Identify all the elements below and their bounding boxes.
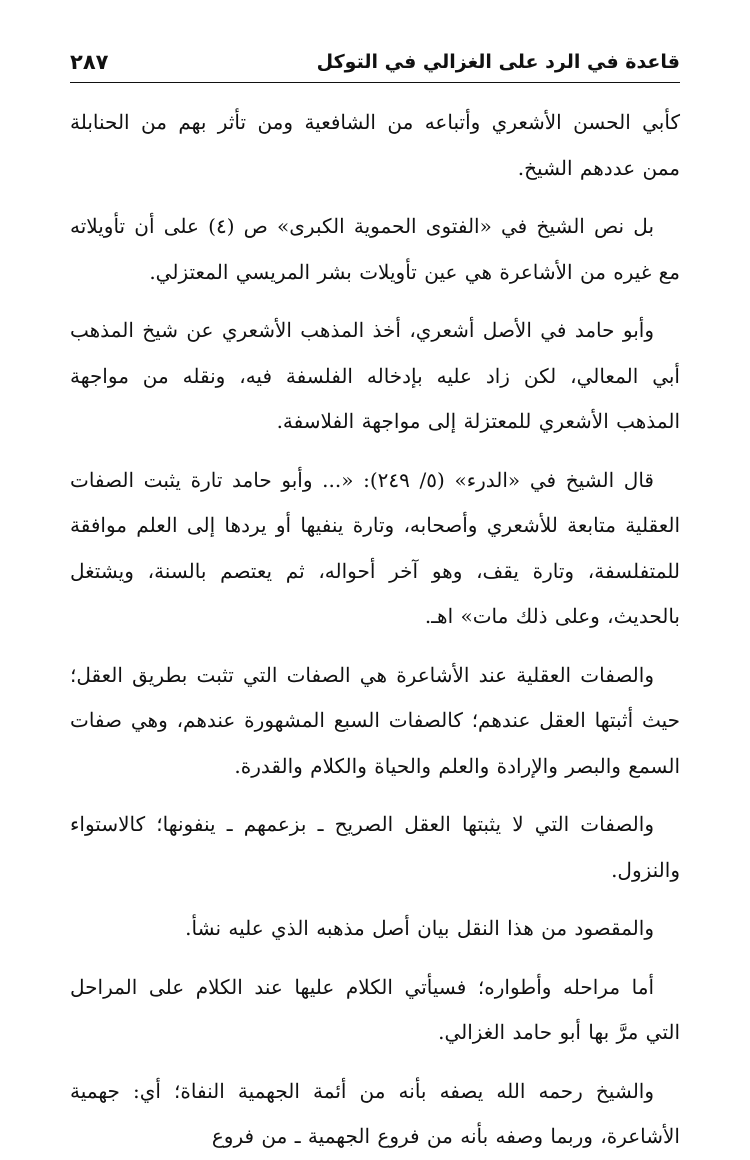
running-title: قاعدة في الرد على الغزالي في التوكل [316, 51, 680, 73]
paragraph: والمقصود من هذا النقل بيان أصل مذهبه الذي عليه نشأ. [185, 916, 654, 940]
paragraph: والشيخ رحمه الله يصفه بأنه من أئمة الجهمية النفاة؛ أي: جهمية الأشاعرة، وربما وصفه بأنه من فروع الجهمية ـ من فروع [70, 1078, 680, 1148]
body-text [70, 100, 680, 1160]
paragraph: والصفات التي لا يثبتها العقل الصريح ـ بزعمهم ـ ينفونها؛ كالاستواء والنزول. [70, 812, 680, 882]
page-number: ٢٨٧ [70, 50, 109, 74]
paragraph: والصفات العقلية عند الأشاعرة هي الصفات التي تثبت بطريق العقل؛ حيث أثبتها العقل عندهم؛ كالصفات السبع المشهورة عندهم، وهي صفات السمع والبصر والإرادة والعلم والحياة والكلام والقدرة. [70, 662, 680, 778]
paragraph: قال الشيخ في «الدرء» (٥/ ٢٤٩): «... وأبو حامد تارة يثبت الصفات العقلية متابعة للأشعري وأصحابه، وتارة ينفيها أو يردها إلى العلم موافقة للمتفلسفة، وتارة يقف، وهو آخر أحواله، ثم يعتصم بالسنة، ويشتغل بالحديث، وعلى ذلك مات» اهـ. [70, 467, 680, 628]
header-divider [70, 82, 680, 83]
page-header [70, 46, 680, 78]
paragraph: وأبو حامد في الأصل أشعري، أخذ المذهب الأشعري عن شيخ المذهب أبي المعالي، لكن زاد عليه بإدخاله الفلسفة فيه، ونقله من مواجهة المذهب الأشعري للمعتزلة إلى مواجهة الفلاسفة. [70, 318, 680, 433]
paragraph: أما مراحله وأطواره؛ فسيأتي الكلام عليها عند الكلام على المراحل التي مرَّ بها أبو حامد الغزالي. [70, 974, 680, 1044]
paragraph: بل نص الشيخ في «الفتوى الحموية الكبرى» ص (٤) على أن تأويلاته مع غيره من الأشاعرة هي عين تأويلات بشر المريسي المعتزلي. [70, 214, 680, 284]
paragraph: كأبي الحسن الأشعري وأتباعه من الشافعية ومن تأثر بهم من الحنابلة ممن عددهم الشيخ. [70, 110, 680, 180]
